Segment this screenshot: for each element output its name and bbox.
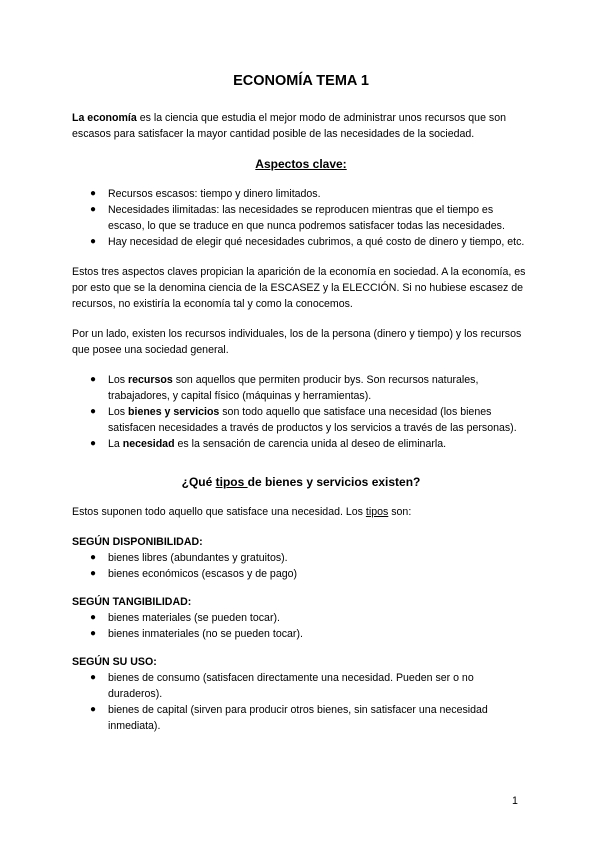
list-item-text: bienes de consumo (satisfacen directamente una necesidad. Pueden ser o no duraderos). bbox=[108, 672, 474, 700]
recursos-paragraph: Por un lado, existen los recursos individuales, los de la persona (dinero y tiempo) y los recursos que posee una sociedad general. bbox=[72, 328, 522, 356]
section-disponibilidad bbox=[72, 534, 530, 582]
list-item-text: bienes económicos (escasos y de pago) bbox=[108, 568, 298, 580]
bullet-icon: ● bbox=[90, 406, 97, 417]
list-item-text: bienes inmateriales (no se pueden tocar). bbox=[108, 628, 303, 640]
aspectos-list bbox=[72, 186, 530, 250]
list-item-text: Hay necesidad de elegir qué necesidades cubrimos, a qué costo de dinero y tiempo, etc. bbox=[108, 236, 525, 248]
section-title: SEGÚN DISPONIBILIDAD: bbox=[72, 536, 203, 548]
tipos-intro-post: son: bbox=[388, 506, 412, 518]
intro-bold-term: La economía bbox=[72, 112, 137, 124]
def-pre: La bbox=[108, 438, 123, 450]
list-item bbox=[90, 610, 530, 626]
tipos-intro bbox=[72, 504, 530, 520]
list-item bbox=[90, 550, 530, 566]
section-title: SEGÚN SU USO: bbox=[72, 656, 157, 668]
bullet-icon: ● bbox=[90, 628, 97, 639]
list-item bbox=[90, 202, 530, 234]
bullet-icon: ● bbox=[90, 552, 97, 563]
def-text: es la sensación de carencia unida al deseo de eliminarla. bbox=[174, 438, 447, 450]
tipos-intro-underlined: tipos bbox=[365, 506, 389, 518]
list-item bbox=[90, 404, 530, 436]
list-item bbox=[90, 436, 530, 452]
bullet-icon: ● bbox=[90, 188, 97, 199]
tipos-heading-pre: ¿Qué bbox=[181, 475, 216, 489]
def-text: son todo aquello que satisface una necesidad (los bienes satisfacen necesidades a través de productos y los servicios a través de las personas). bbox=[108, 406, 517, 434]
def-pre: Los bbox=[108, 406, 129, 418]
document-content bbox=[72, 72, 530, 746]
tipos-heading-post: de bienes y servicios existen? bbox=[247, 475, 421, 489]
def-term: bienes y servicios bbox=[128, 406, 220, 418]
list-item bbox=[90, 234, 530, 250]
bullet-icon: ● bbox=[90, 438, 97, 449]
bullet-icon: ● bbox=[90, 612, 97, 623]
intro-paragraph bbox=[72, 110, 530, 142]
section-uso bbox=[72, 654, 530, 734]
list-item-text: bienes libres (abundantes y gratuitos). bbox=[108, 552, 288, 564]
aspectos-heading: Aspectos clave: bbox=[255, 157, 347, 171]
definitions-list bbox=[72, 372, 530, 452]
section-tangibilidad bbox=[72, 594, 530, 642]
bullet-icon: ● bbox=[90, 672, 97, 683]
def-text: son aquellos que permiten producir bys. Son recursos naturales, trabajadores, y capital físico (máquinas y herramientas). bbox=[108, 374, 479, 402]
section-title: SEGÚN TANGIBILIDAD: bbox=[72, 596, 192, 608]
section-list bbox=[72, 670, 530, 734]
list-item-text: Recursos escasos: tiempo y dinero limitados. bbox=[108, 188, 321, 200]
aspectos-paragraph: Estos tres aspectos claves propician la aparición de la economía en sociedad. A la economía, es por esto que se la denomina ciencia de la ESCASEZ y la ELECCIÓN. Si no hubiese escasez de recursos, no existiría la economía tal y como la conocemos. bbox=[72, 266, 526, 310]
def-term: necesidad bbox=[122, 438, 175, 450]
tipos-heading-underlined: tipos bbox=[215, 475, 248, 489]
page-number: 1 bbox=[512, 795, 518, 807]
bullet-icon: ● bbox=[90, 704, 97, 715]
document-title: ECONOMÍA TEMA 1 bbox=[233, 73, 369, 89]
list-item bbox=[90, 670, 530, 702]
list-item bbox=[90, 372, 530, 404]
list-item-text: bienes de capital (sirven para producir otros bienes, sin satisfacer una necesidad inmediata). bbox=[108, 704, 488, 732]
list-item bbox=[90, 702, 530, 734]
bullet-icon: ● bbox=[90, 374, 97, 385]
def-term: recursos bbox=[128, 374, 173, 386]
section-list bbox=[72, 610, 530, 642]
def-pre: Los bbox=[108, 374, 129, 386]
intro-text: es la ciencia que estudia el mejor modo de administrar unos recursos que son escasos para satisfacer la mayor cantidad posible de las necesidades de la sociedad. bbox=[72, 112, 506, 140]
bullet-icon: ● bbox=[90, 236, 97, 247]
tipos-intro-pre: Estos suponen todo aquello que satisface una necesidad. Los bbox=[72, 506, 366, 518]
list-item-text: bienes materiales (se pueden tocar). bbox=[108, 612, 280, 624]
section-list bbox=[72, 550, 530, 582]
list-item-text: Necesidades ilimitadas: las necesidades se reproducen mientras que el tiempo es escaso, lo que se traduce en que nunca podremos satisfacer todas las necesidades. bbox=[108, 204, 505, 232]
bullet-icon: ● bbox=[90, 568, 97, 579]
tipos-heading bbox=[72, 474, 530, 490]
list-item bbox=[90, 626, 530, 642]
list-item bbox=[90, 186, 530, 202]
bullet-icon: ● bbox=[90, 204, 97, 215]
list-item bbox=[90, 566, 530, 582]
